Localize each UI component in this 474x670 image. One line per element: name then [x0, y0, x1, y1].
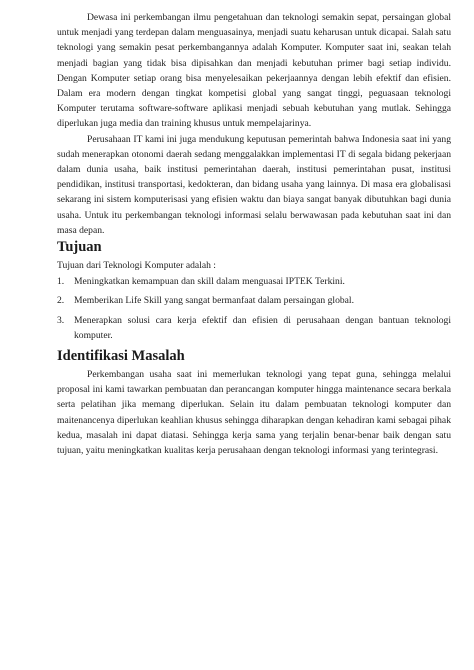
tujuan-list [57, 274, 451, 343]
list-item-number: 3. [57, 314, 65, 326]
list-item-text: Memberikan Life Skill yang sangat bermanfaat dalam persaingan global. [74, 295, 354, 307]
list-item [57, 313, 451, 343]
list-item [57, 274, 451, 289]
document-page [57, 10, 451, 458]
identifikasi-paragraph: Perkembangan usaha saat ini memerlukan teknologi yang tepat guna, sehingga melalui proposal ini kami tawarkan pembuatan dan perancangan komputer hingga maintenance secara berkala serta pelatihan jika memang diperlukan. Selain itu dalam pembuatan teknologi komputer dan maitenancenya diperlukan keahlian khusus sehingga diharapkan dengan kehadiran kami sebagai pihak kedua, masalah ini dapat diatasi. Sehingga kerja sama yang terjalin benar-benar baik dengan satu tujuan, yaitu meningkatkan kualitas kerja perusahaan dengan teknologi informasi yang terintegrasi. [57, 369, 451, 457]
intro-paragraph-2: Perusahaan IT kami ini juga mendukung keputusan pemerintah bahwa Indonesia saat ini yang sudah menerapkan otonomi daerah sedang menggalakkan implementasi IT di segala bidang pekerjaan dalam dunia usaha, baik institusi pemerintahan daerah, institusi pemerintahan pusat, institusi pendidikan, institusi transportasi, kedokteran, dan bidang usaha yang lainnya. Di masa era globalisasi sekarang ini sistem komputerisasi yang efisien waktu dan biaya sangat banyak dibutuhkan bagi dunia usaha. Untuk itu perkembangan teknologi informasi selalu berwawasan pada kebutuhan saat ini dan masa depan. [57, 133, 451, 236]
list-item-number: 1. [57, 276, 65, 288]
list-item [57, 293, 451, 308]
section-heading-tujuan: Tujuan [57, 239, 102, 256]
tujuan-intro: Tujuan dari Teknologi Komputer adalah : [57, 260, 216, 272]
list-item-text: Meningkatkan kemampuan dan skill dalam menguasai IPTEK Terkini. [74, 276, 345, 288]
section-heading-identifikasi: Identifikasi Masalah [57, 348, 185, 365]
list-item-text: Menerapkan solusi cara kerja efektif dan efisien di perusahaan dengan bantuan teknologi komputer. [74, 314, 451, 341]
list-item-number: 2. [57, 295, 65, 307]
intro-paragraph-1: Dewasa ini perkembangan ilmu pengetahuan dan teknologi semakin sepat, persaingan global untuk menjadi yang terdepan dalam menguasainya, menjadi suatu keharusan untuk dicapai. Salah satu teknologi yang semakin pesat perkembangannya adalah Komputer. Komputer saat ini, seakan telah menjadi bagian yang tidak bisa dipisahkan dan menjadi kebutuhan primer bagi setiap individu. Dengan Komputer setiap orang bisa menyelesaikan pekerjaannya dengan lebih efektif dan efisien. Dalam era modern dengan tingkat kompetisi global yang sangat tinggi, peguasaan teknologi Komputer terutama software-software aplikasi menjadi sebuah kebutuhan yang mutlak. Sehingga diperlukan juga media dan training khusus untuk mempelajarinya. [57, 12, 451, 130]
